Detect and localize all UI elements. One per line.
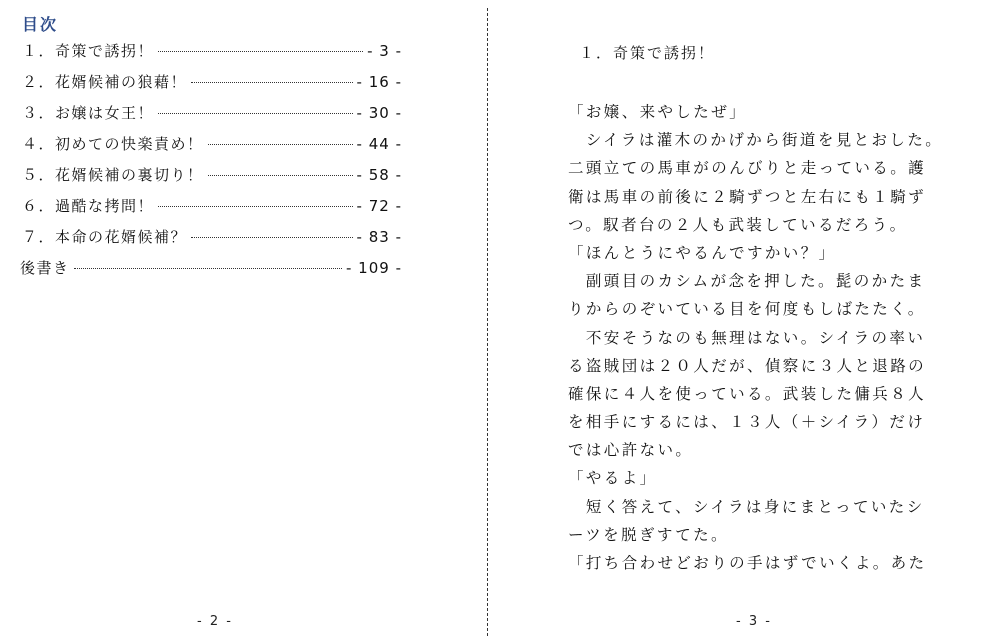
text-line: 短く答えて、シイラは身にまとっていたシ [568,497,925,516]
toc-entry[interactable] [22,226,402,257]
text-line: つ。馭者台の２人も武装しているだろう。 [568,215,908,234]
dot-leader [74,268,342,269]
text-line: 不安そうなのも無理はない。シイラの率い [568,328,926,347]
toc-entry-page: - 30 - [356,104,402,122]
text-line: る盗賊団は２０人だが、偵察に３人と退路の [568,356,927,375]
toc-entry-page: - 83 - [356,228,402,246]
text-line: を相手にするには、１３人（＋シイラ）だけ [568,413,926,432]
toc-heading: 目次 [22,15,59,34]
text-line: 副頭目のカシムが念を押した。髭のかたま [568,272,926,291]
toc-entry[interactable] [22,102,402,133]
dot-leader [208,144,353,145]
text-line: では心許ない。 [568,441,694,460]
text-line: 「やるよ」 [568,469,658,488]
toc-entry[interactable] [22,164,402,195]
text-line: シイラは灌木のかげから街道を見とおした。 [568,131,944,150]
dot-leader [158,113,353,114]
toc-entry-title: ６．過酷な拷問！ [22,197,155,215]
text-line: 「打ち合わせどおりの手はずでいくよ。あた [568,554,927,572]
toc-entry[interactable] [22,40,402,71]
toc-entry-page: - 109 - [346,259,402,277]
page-number-right: - 3 - [736,614,772,629]
chapter-title: １．奇策で誘拐！ [579,44,716,62]
toc-entry-page: - 44 - [356,135,402,153]
toc-entry-page: - 58 - [356,166,402,184]
toc-entry-title: ２．花婿候補の狼藉！ [22,73,188,91]
toc-entry-page: - 72 - [356,197,402,215]
page-number-left: - 2 - [197,614,233,629]
toc-entry-page: - 16 - [356,73,402,91]
text-line: りからのぞいている目を何度もしばたたく。 [568,300,926,319]
toc-entry[interactable] [22,195,402,226]
page-divider [487,8,488,636]
toc-entry-title: 後書き [20,259,70,277]
text-line: 「ほんとうにやるんですかい？」 [568,243,837,262]
right-page [489,0,1000,640]
text-line: 衛は馬車の前後に２騎ずつと左右にも１騎ず [568,187,927,206]
toc-entry-title: ４．初めての快楽責め！ [22,135,204,153]
text-line: 「お嬢、来やしたぜ」 [568,103,748,121]
dot-leader [158,51,363,52]
chapter-body [568,98,968,577]
dot-leader [191,237,353,238]
toc-list [22,40,402,288]
toc-entry[interactable] [20,257,402,288]
toc-entry-title: ７．本命の花婿候補？ [22,228,188,246]
text-line: 二頭立ての馬車がのんびりと走っている。護 [568,159,927,178]
toc-entry[interactable] [22,133,402,164]
dot-leader [158,206,353,207]
toc-entry-title: １．奇策で誘拐！ [22,42,155,60]
toc-entry-page: - 3 - [367,42,402,60]
toc-entry-title: ５．花婿候補の裏切り！ [22,166,204,184]
dot-leader [191,82,353,83]
dot-leader [208,175,353,176]
toc-entry-title: ３．お嬢は女王！ [22,104,155,122]
text-line: 確保に４人を使っている。武装した傭兵８人 [568,384,927,403]
text-line: ーツを脱ぎすてた。 [568,525,729,544]
left-page [0,0,488,640]
toc-entry[interactable] [22,71,402,102]
